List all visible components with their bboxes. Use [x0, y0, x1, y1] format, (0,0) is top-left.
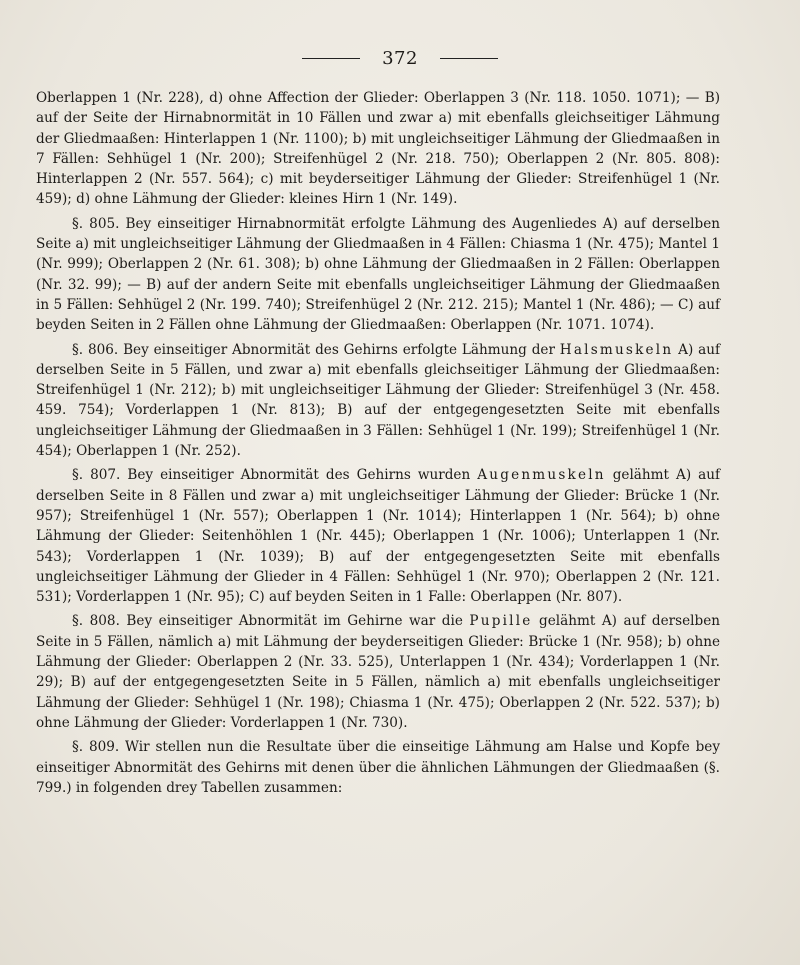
paragraph-p806 [36, 340, 720, 462]
text-run: §. 809. Wir stellen nun die Resultate über die einseitige Lähmung am Halse und Kopfe bey einseitiger Abnormität des Gehirns mit denen über die ähnlichen Lähmungen der Gliedmaaßen (§. 799.) in folgenden drey Tabellen zusammen: [36, 739, 720, 796]
paragraph-cont [36, 88, 720, 210]
text-run: §. 805. Bey einseitiger Hirnabnormität erfolgte Lähmung des Augenliedes A) auf derselben Seite a) mit ungleichseitiger Lähmung der Gliedmaaßen in 4 Fällen: Chiasma 1 (Nr. 475); Mantel 1 (Nr. 999); Oberlappen 2 (Nr. 61. 308); b) ohne Lähmung der Gliedmaaßen in 2 Fällen: Oberlappen (Nr. 32. 99); — B) auf der andern Seite mit ebenfalls ungleichseitiger Lähmung der Gliedmaaßen in 5 Fällen: Sehhügel 2 (Nr. 199. 740); Streifenhügel 2 (Nr. 212. 215); Mantel 1 (Nr. 486); — C) auf beyden Seiten in 2 Fällen ohne Lähmung der Gliedmaaßen: Oberlappen (Nr. 1071. 1074). [36, 215, 720, 334]
text-run: A) auf derselben Seite in 5 Fällen, und zwar a) mit ebenfalls gleichseitiger Lähmung der Gliedmaaßen: Streifenhügel 1 (Nr. 212); b) mit ungleichseitiger Lähmung der Glieder: Streifenhügel 3 (Nr. 458. 459. 754); Vorderlappen 1 (Nr. 813); B) auf der entgegengesetzten Seite mit ebenfalls ungleichseitiger Lähmung der Gliedmaaßen in 3 Fällen: Sehhügel 1 (Nr. 199); Streifenhügel 1 (Nr. 454); Oberlappen 1 (Nr. 252). [36, 341, 720, 460]
text-run: §. 806. Bey einseitiger Abnormität des Gehirns erfolgte Lähmung der [72, 341, 560, 358]
spaced-term: Augenmuskeln [477, 467, 606, 484]
header-rule-left [302, 58, 360, 59]
text-run: gelähmt A) auf derselben Seite in 8 Fällen und zwar a) mit ungleichseitiger Lähmung der Glieder: Brücke 1 (Nr. 957); Streifenhügel 1 (Nr. 557); Oberlappen 1 (Nr. 1014); Hinterlappen 1 (Nr. 564); b) ohne Lähmung der Glieder: Seitenhöhlen 1 (Nr. 445); Oberlappen 1 (Nr. 1006); Unterlappen 1 (Nr. 543); Vorderlappen 1 (Nr. 1039); B) auf der entgegengesetzten Seite mit ebenfalls ungleichseitiger Lähmung der Glieder in 4 Fällen: Sehhügel 1 (Nr. 970); Oberlappen 2 (Nr. 121. 531); Vorderlappen 1 (Nr. 95); C) auf beyden Seiten in 1 Falle: Oberlappen (Nr. 807). [36, 467, 721, 606]
paragraph-p807 [36, 465, 720, 607]
body-text [36, 88, 720, 802]
spaced-term: Halsmuskeln [559, 341, 674, 358]
paragraph-p805 [36, 214, 720, 336]
text-run: §. 807. Bey einseitiger Abnormität des Gehirns wurden [72, 467, 478, 484]
text-run: §. 808. Bey einseitiger Abnormität im Gehirne war die [72, 613, 470, 630]
paragraph-p809 [36, 737, 720, 798]
text-run: Oberlappen 1 (Nr. 228), d) ohne Affection der Glieder: Oberlappen 3 (Nr. 118. 1050. 1071); — B) auf der Seite der Hirnabnormität in 10 Fällen und zwar a) mit ebenfalls gleichseitiger Lähmung der Gliedmaaßen: Hinterlappen 1 (Nr. 1100); b) mit ungleichseitiger Lähmung der Gliedmaaßen in 7 Fällen: Sehhügel 1 (Nr. 200); Streifenhügel 2 (Nr. 218. 750); Oberlappen 2 (Nr. 805. 808): Hinterlappen 2 (Nr. 557. 564); c) mit beyderseitiger Lähmung der Glieder: Streifenhügel 1 (Nr. 459); d) ohne Lähmung der Glieder: kleines Hirn 1 (Nr. 149). [36, 90, 720, 208]
header-rule-right [440, 58, 498, 59]
paragraph-p808 [36, 611, 720, 733]
spaced-term: Pupille [469, 613, 533, 630]
text-run: gelähmt A) auf derselben Seite in 5 Fällen, nämlich a) mit Lähmung der beyderseitigen Glieder: Brücke 1 (Nr. 958); b) ohne Lähmung der Glieder: Oberlappen 2 (Nr. 33. 525), Unterlappen 1 (Nr. 434); Vorderlappen 1 (Nr. 29); B) auf der entgegengesetzten Seite in 5 Fällen, nämlich a) mit ebenfalls ungleichseitiger Lähmung der Glieder: Sehhügel 1 (Nr. 198); Chiasma 1 (Nr. 475); Oberlappen 2 (Nr. 522. 537); b) ohne Lähmung der Glieder: Vorderlappen 1 (Nr. 730). [36, 613, 720, 731]
page-header [0, 48, 800, 69]
page-number: 372 [382, 48, 418, 69]
